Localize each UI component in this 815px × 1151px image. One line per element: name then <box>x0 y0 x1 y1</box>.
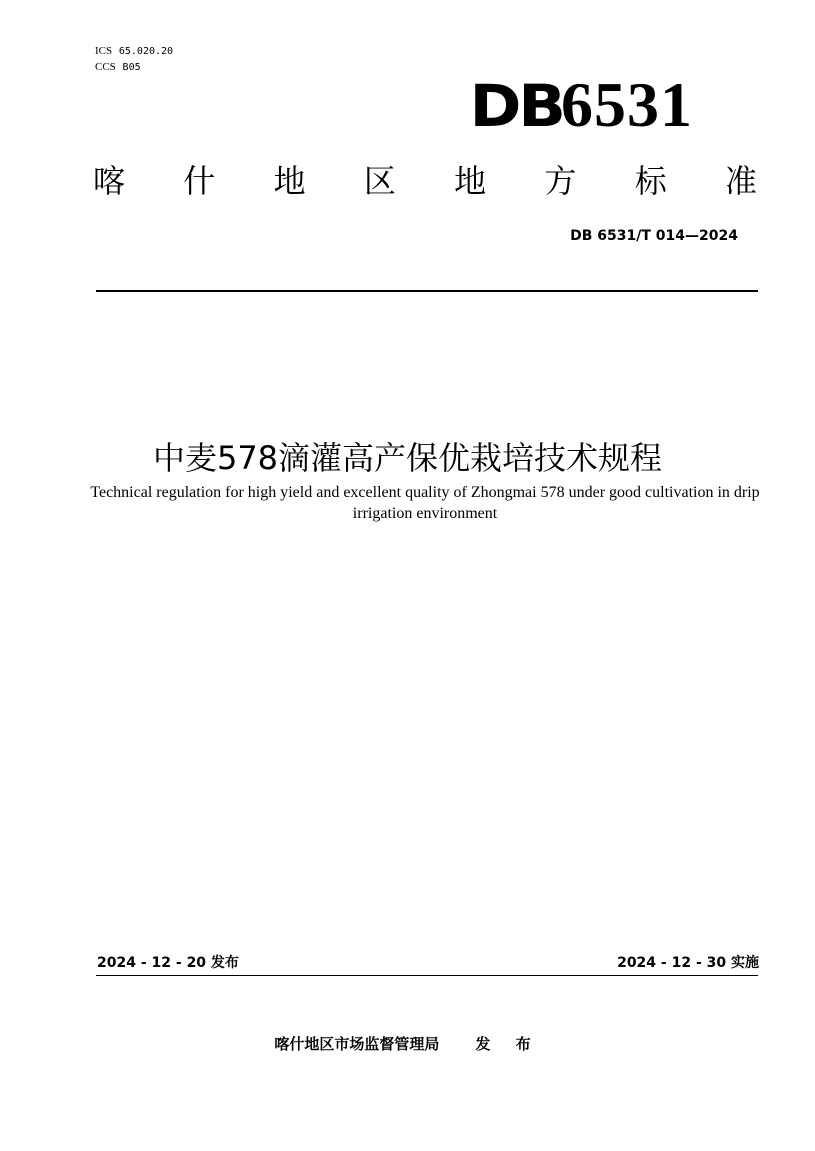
publisher-action: 发 布 <box>475 1035 541 1053</box>
ccs-code: B05 <box>122 62 141 73</box>
standard-mark-digits: 6531 <box>561 69 693 140</box>
standard-mark-letters: DB <box>469 72 563 140</box>
publisher-line <box>0 1034 815 1054</box>
standard-number: DB 6531/T 014—2024 <box>570 228 738 244</box>
standard-class-char: 标 <box>634 162 667 200</box>
ics-line <box>95 44 173 59</box>
ccs-line <box>95 60 141 75</box>
standard-mark <box>469 69 693 141</box>
title-chinese: 中麦578滴灌高产保优栽培技术规程 <box>152 439 663 477</box>
standard-class-char: 准 <box>724 162 757 200</box>
standard-class-char: 喀 <box>93 162 126 200</box>
top-divider <box>96 290 758 292</box>
standard-class-heading <box>93 158 757 204</box>
standard-class-char: 什 <box>183 162 216 200</box>
standard-class-char: 地 <box>454 162 487 200</box>
standard-class-char: 方 <box>544 162 577 200</box>
title-english: Technical regulation for high yield and excellent quality of Zhongmai 578 under good cultivation in drip irrigation environment <box>90 484 760 522</box>
publisher-name: 喀什地区市场监督管理局 <box>274 1035 440 1053</box>
ccs-label: CCS <box>95 61 116 73</box>
implementation-date: 2024 - 12 - 30 实施 <box>617 955 759 971</box>
bottom-divider <box>96 975 758 976</box>
issue-date: 2024 - 12 - 20 发布 <box>97 955 239 971</box>
standard-class-char: 地 <box>273 162 306 200</box>
ics-code: 65.020.20 <box>118 46 174 57</box>
standard-class-char: 区 <box>363 162 396 200</box>
ics-label: ICS <box>95 45 113 57</box>
